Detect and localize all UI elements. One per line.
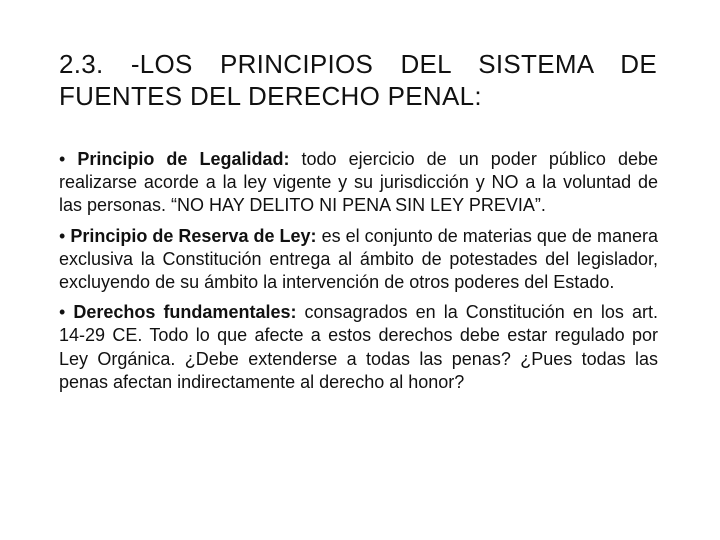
slide-title [59, 48, 657, 112]
bullet-icon: • [59, 302, 66, 323]
bullet-icon: • [59, 149, 66, 169]
bullet-term: Principio de Reserva de Ley: [70, 225, 317, 246]
slide-title-line-1: 2.3. -LOS PRINCIPIOS DEL SISTEMA DE [59, 49, 657, 79]
bullet-text: consagrados en la Constitución en los art. 14-29 CE. Todo lo que afecte a estos derechos debe estar regulado por Ley Orgánica. ¿Debe extenderse a todas las penas? ¿Pues todas las penas afectan indirectamente al derecho al honor? [59, 302, 658, 392]
bullet-term: Principio de Legalidad: [77, 149, 290, 169]
bullet-icon: • [59, 225, 66, 246]
bullet-term: Derechos fundamentales: [73, 302, 297, 323]
bullet-text: todo ejercicio de un poder público debe realizarse acorde a la ley vigente y su jurisdicción y NO a la voluntad de las personas. “NO HAY DELITO NI PENA SIN LEY PREVIA”. [59, 149, 658, 216]
bullet-text: es el conjunto de materias que de manera exclusiva la Constitución entrega al ámbito de potestades del legislador, excluyendo de su ámbito la intervención de otros poderes del Estado. [59, 225, 658, 293]
bullet-item-derechos-fundamentales [59, 301, 658, 394]
slide-title-line-2: FUENTES DEL DERECHO PENAL: [59, 81, 482, 111]
slide-content [59, 148, 658, 401]
bullet-item-reserva-de-ley [59, 225, 658, 295]
bullet-item-legalidad [59, 148, 658, 218]
